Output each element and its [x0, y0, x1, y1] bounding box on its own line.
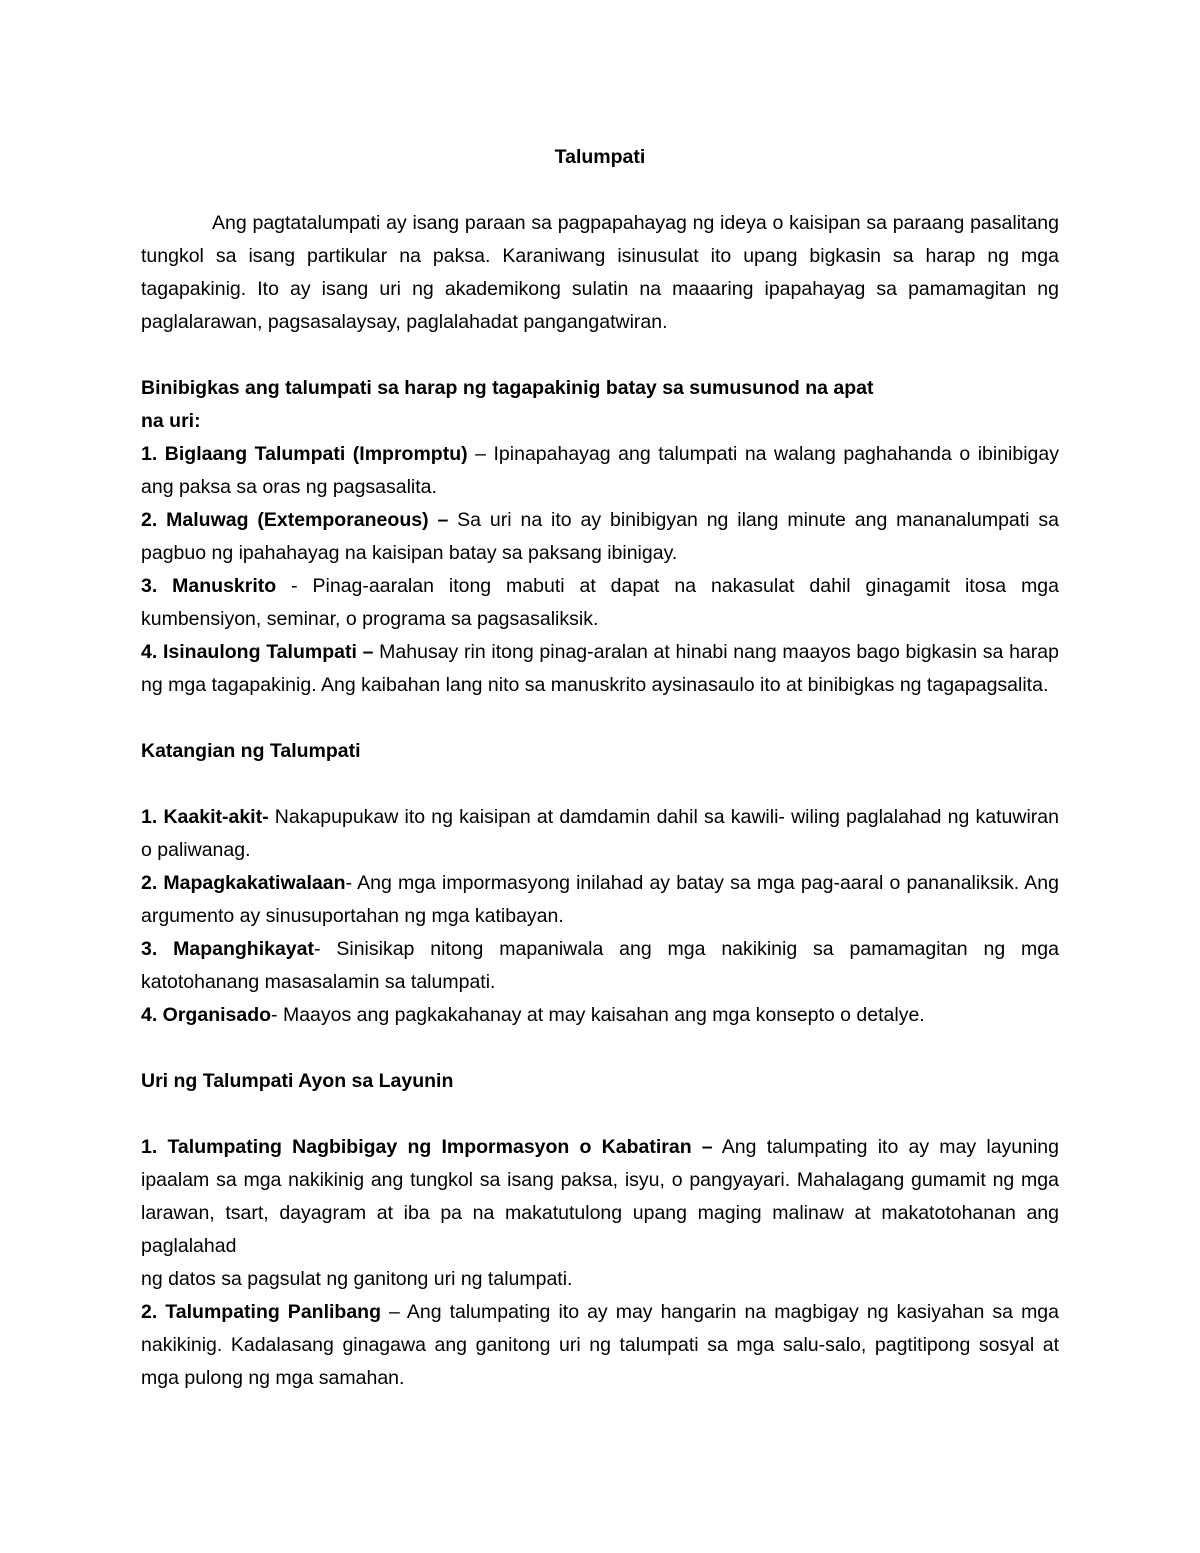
- list-item: 4. Organisado- Maayos ang pagkakahanay at may kaisahan ang mga konsepto o detalye.: [141, 1004, 925, 1026]
- list-item: 2. Mapagkakatiwalaan- Ang mga impormasyong inilahad ay batay sa mga pag-aaral o pananaliksik. Ang argumento ay sinusuportahan ng mga katibayan.: [141, 872, 1059, 927]
- list-item: 1. Biglaang Talumpati (Impromptu) – Ipinapahayag ang talumpati na walang paghahanda o ibinibigay ang paksa sa oras ng pagsasalita.: [141, 443, 1060, 498]
- list-item: 1. Kaakit-akit- Nakapupukaw ito ng kaisipan at damdamin dahil sa kawili- wiling paglalahad ng katuwiran o paliwanag.: [141, 806, 1059, 861]
- spacer: [141, 702, 1059, 735]
- list-item: 3. Manuskrito - Pinag-aaralan itong mabuti at dapat na nakasulat dahil ginagamit itosa mga kumbensiyon, seminar, o programa sa pagsasaliksik.: [141, 575, 1059, 630]
- spacer: [141, 768, 1059, 801]
- list-item: 1. Talumpating Nagbibigay ng Impormasyon o Kabatiran – Ang talumpating ito ay may layuning ipaalam sa mga nakikinig ang tungkol sa isang paksa, isyu, o pangyayari. Mahalagang gumamit ng mga larawan, tsart, dayagram at iba pa na makatutulong upang maging malinaw at makatotohanan ang paglalahad: [141, 1136, 1059, 1257]
- spacer: [141, 339, 1059, 372]
- section3-heading: Uri ng Talumpati Ayon sa Layunin: [141, 1070, 454, 1092]
- list-item: 3. Mapanghikayat- Sinisikap nitong mapaniwala ang mga nakikinig sa pamamagitan ng mga katotohanang masasalamin sa talumpati.: [141, 938, 1059, 993]
- intro-paragraph: Ang pagtatalumpati ay isang paraan sa pagpapahayag ng ideya o kaisipan sa paraang pasalitang tungkol sa isang partikular na paksa. Karaniwang isinusulat ito upang bigkasin sa harap ng mga tagapakinig. Ito ay isang uri ng akademikong sulatin na maaaring ipapahayag sa pamamagitan ng paglalarawan, pagsasalaysay, paglalahadat pangangatwiran.: [141, 212, 1059, 333]
- list-item: 4. Isinaulong Talumpati – Mahusay rin itong pinag-aralan at hinabi nang maayos bago bigkasin sa harap ng mga tagapakinig. Ang kaibahan lang nito sa manuskrito aysinasaulo ito at binibigkas ng tagapagsalita.: [141, 641, 1059, 696]
- document-body: [141, 141, 1059, 1395]
- spacer: [141, 174, 1059, 207]
- list-item-continuation: ng datos sa pagsulat ng ganitong uri ng talumpati.: [141, 1268, 573, 1290]
- section1-heading-line1: Binibigkas ang talumpati sa harap ng tagapakinig batay sa sumusunod na apat: [141, 377, 874, 399]
- section2-heading: Katangian ng Talumpati: [141, 740, 361, 762]
- list-item: 2. Talumpating Panlibang – Ang talumpating ito ay may hangarin na magbigay ng kasiyahan sa mga nakikinig. Kadalasang ginagawa ang ganitong uri ng talumpati sa mga salu-salo, pagtitipong sosyal at mga pulong ng mga samahan.: [141, 1301, 1059, 1389]
- spacer: [141, 1098, 1059, 1131]
- list-item: 2. Maluwag (Extemporaneous) – Sa uri na ito ay binibigyan ng ilang minute ang mananalumpati sa pagbuo ng ipahahayag na kaisipan batay sa paksang ibinigay.: [141, 509, 1059, 564]
- section1-heading-line2: na uri:: [141, 410, 201, 432]
- document-title: Talumpati: [554, 146, 646, 168]
- spacer: [141, 1032, 1059, 1065]
